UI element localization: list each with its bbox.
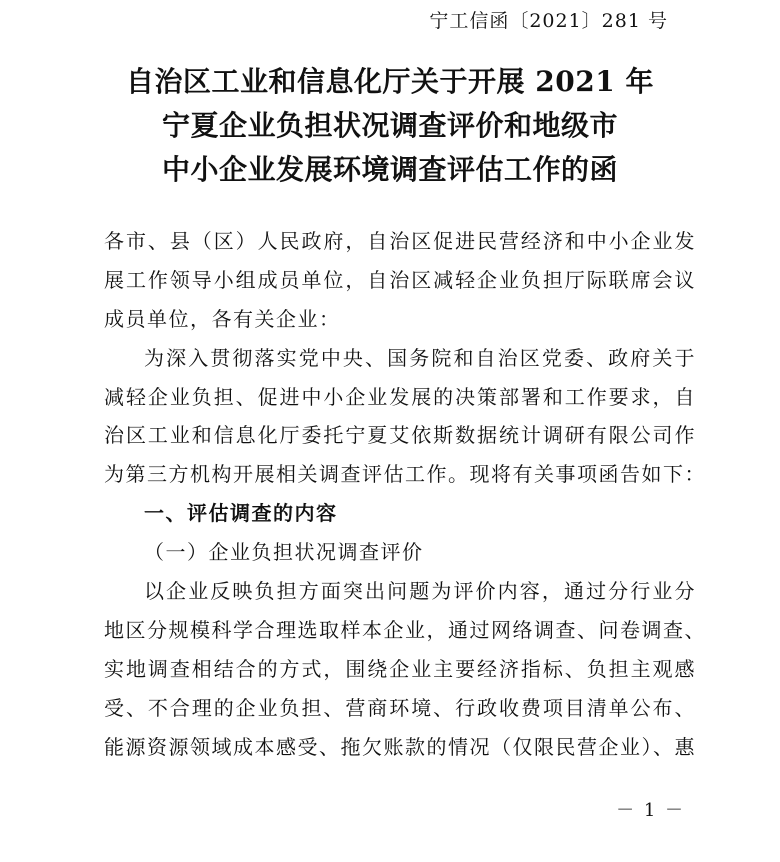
text-line: 能源资源领域成本感受、拖欠账款的情况（仅限民营企业）、惠: [104, 734, 696, 759]
text-line: 成员单位，各有关企业：: [104, 306, 341, 331]
text-line: 各市、县（区）人民政府，自治区促进民营经济和中小企业发: [104, 229, 696, 253]
text-line: 地区分规模科学合理选取样本企业，通过网络调查、问卷调查、: [104, 617, 706, 642]
section-paragraph: [104, 572, 706, 766]
text-line: 实地调查相结合的方式，围绕企业主要经济指标、负担主观感: [104, 656, 696, 681]
intro-paragraph: [104, 339, 706, 495]
text-line: 展工作领导小组成员单位，自治区减轻企业负担厅际联席会议: [104, 267, 696, 292]
text-line: 减轻企业负担、促进中小企业发展的决策部署和工作要求，自: [104, 384, 696, 409]
title-line: 宁夏企业负担状况调查评价和地级市: [161, 109, 618, 142]
subsection-heading: （一）企业负担状况调查评价: [144, 540, 424, 565]
document-title: [0, 60, 780, 192]
text-line: 受、不合理的企业负担、营商环境、行政收费项目清单公布、: [104, 695, 696, 720]
section-heading: 一、评估调查的内容: [144, 501, 338, 526]
text-line: 治区工业和信息化厅委托宁夏艾依斯数据统计调研有限公司作: [104, 423, 696, 448]
text-line: 以企业反映负担方面突出问题为评价内容，通过分行业分: [144, 579, 696, 604]
document-number: 宁工信函〔2021〕281 号: [429, 10, 668, 32]
document-body: [104, 222, 706, 766]
title-line: 中小企业发展环境调查评估工作的函: [161, 153, 618, 186]
text-line: 为第三方机构开展相关调查评估工作。现将有关事项函告如下：: [104, 462, 706, 487]
addressee-paragraph: [104, 222, 696, 339]
title-line: 自治区工业和信息化厅关于开展 2021 年: [126, 65, 654, 98]
page-number: － 1 －: [616, 800, 685, 821]
text-line: 为深入贯彻落实党中央、国务院和自治区党委、政府关于: [144, 345, 696, 370]
